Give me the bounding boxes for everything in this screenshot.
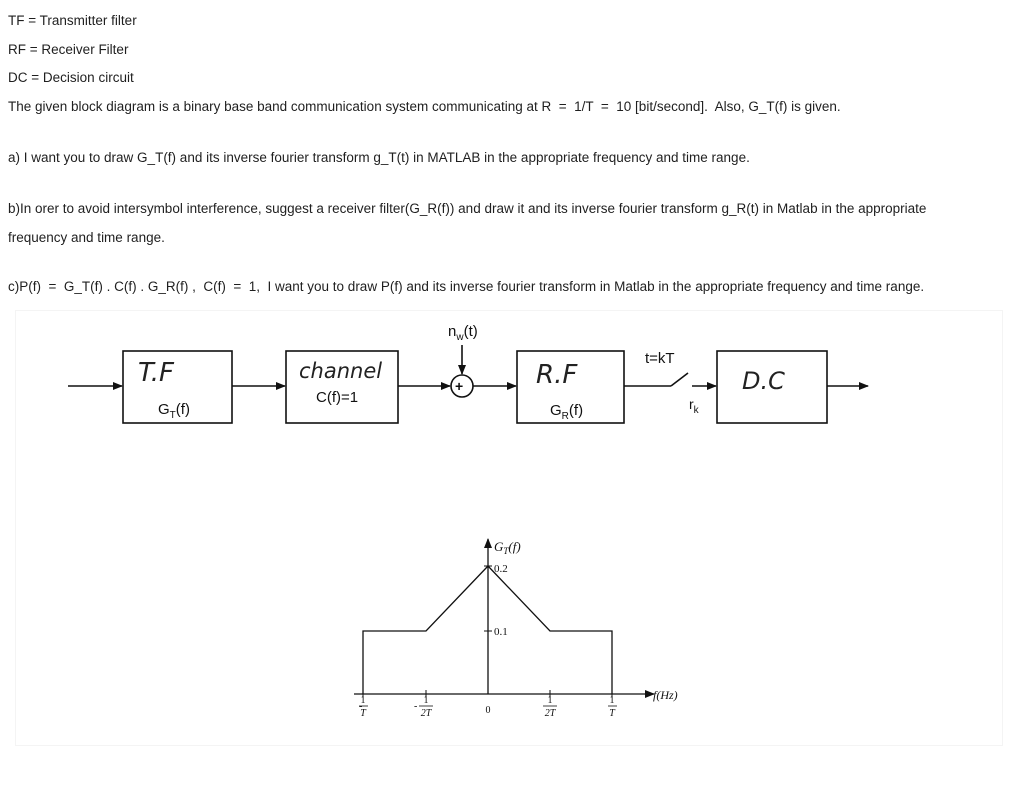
equals: = — [29, 42, 38, 57]
y-tick-label-0.2: 0.2 — [494, 563, 508, 575]
svg-text:-: - — [359, 701, 363, 712]
question-a: a) I want you to draw G_T(f) and its inverse fourier transform g_T(t) in MATLAB in the appropriate frequency and time range. — [8, 150, 750, 165]
definition-tf — [8, 12, 137, 30]
definition-dc — [8, 69, 134, 87]
meaning: Receiver Filter — [41, 42, 129, 57]
channel-block-top-label: channel — [299, 359, 383, 383]
dc-block-top-label: D.C — [742, 367, 785, 395]
x-axis-label: f(Hz) — [653, 688, 678, 702]
equals: = — [28, 13, 37, 28]
tf-block-bottom-label: $G_T(f)$ — [158, 401, 190, 421]
svg-text:-: - — [414, 701, 418, 712]
x-tick-zero — [486, 705, 491, 716]
noise-label: $n_w(t)$ — [448, 323, 478, 343]
channel-block-bottom-label: C(f)=1 — [316, 389, 359, 406]
svg-text:T: T — [609, 708, 615, 719]
sampler-time-label: t=kT — [645, 350, 675, 367]
y-tick-label-0.1: 0.1 — [494, 626, 508, 638]
equals: = — [31, 70, 40, 85]
svg-text:1: 1 — [609, 695, 615, 706]
abbr: DC — [8, 70, 28, 85]
question-c: c)P(f) = G_T(f) . C(f) . G_R(f) , C(f) = 1, I want you to draw P(f) and its inverse fourier transform in Matlab in the appropriate frequency and time range. — [8, 279, 925, 294]
rf-block-top-label: R.F — [536, 360, 578, 390]
sampler-switch — [671, 373, 688, 386]
meaning: Decision circuit — [42, 70, 134, 85]
abbr: RF — [8, 42, 26, 57]
svg-text:1: 1 — [547, 695, 553, 706]
adder-plus-symbol: + — [455, 378, 464, 394]
svg-text:2T: 2T — [420, 708, 432, 719]
svg-text:0: 0 — [485, 705, 491, 716]
svg-text:1: 1 — [423, 695, 429, 706]
sample-label: $r_k$ — [689, 396, 699, 416]
question-b-line1: b)In orer to avoid intersymbol interference, suggest a receiver filter(G_R(f)) and draw it and its inverse fourier transform g_R(t) in Matlab in the appropriate — [8, 201, 927, 216]
svg-text:2T: 2T — [544, 708, 556, 719]
rf-block-bottom-label: $G_R(f)$ — [550, 402, 584, 422]
question-b-line2: frequency and time range. — [8, 230, 165, 245]
y-axis-label: $G_T(f)$ — [494, 539, 521, 556]
figure-image — [16, 311, 1002, 745]
meaning: Transmitter filter — [39, 13, 137, 28]
tf-block-top-label: T.F — [138, 358, 175, 388]
figure-svg — [16, 311, 1002, 745]
svg-text:T: T — [360, 708, 366, 719]
gt-plot — [354, 539, 678, 719]
abbr: TF — [8, 13, 25, 28]
svg-text:1: 1 — [360, 695, 366, 706]
definition-rf — [8, 41, 128, 59]
intro-text: The given block diagram is a binary base band communication system communicating at R = 1/T = 10 [bit/second]. Also, G_T(f) is given. — [8, 99, 841, 114]
